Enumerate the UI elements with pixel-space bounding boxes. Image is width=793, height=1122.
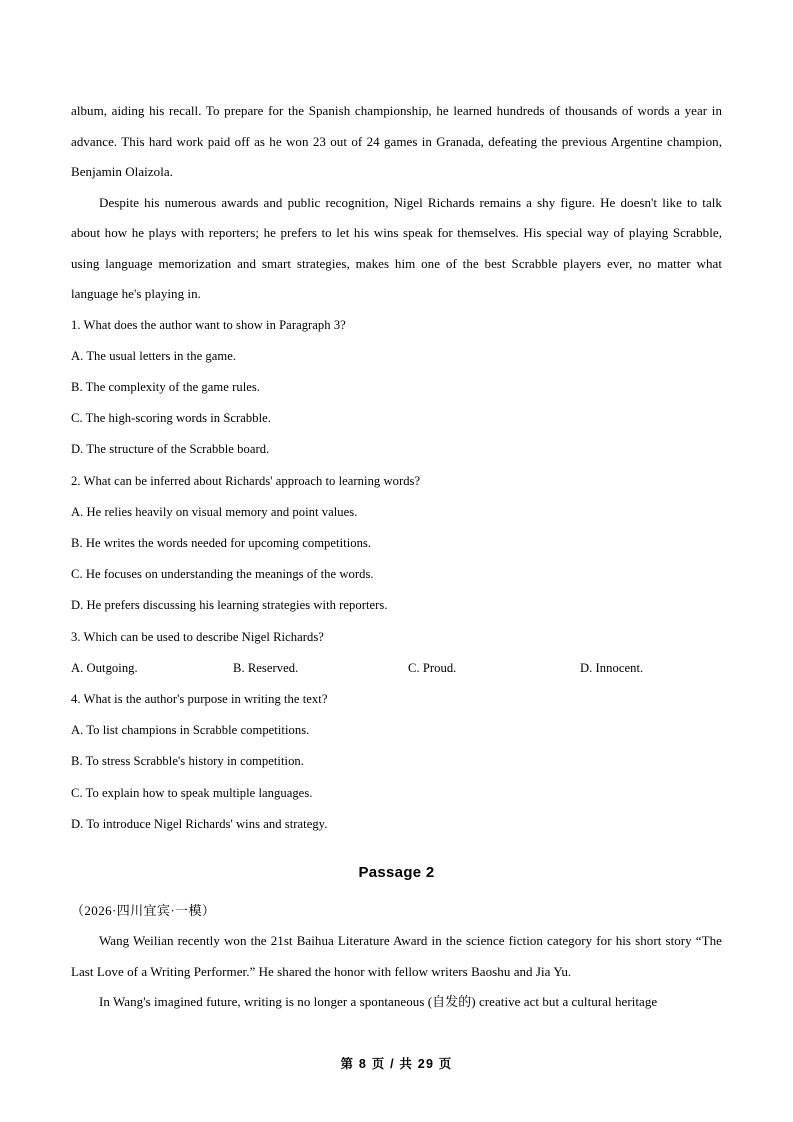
paragraph-continuation: album, aiding his recall. To prepare for the Spanish championship, he learned hundreds of thousands of words a year in advance. This hard work paid off as he won 23 out of 24 games in Granada, defeating the previous Argentine champion, Benjamin Olaizola. xyxy=(71,103,722,179)
question-1-option-c[interactable]: C. The high-scoring words in Scrabble. xyxy=(71,411,271,426)
question-3-option-b[interactable]: B. Reserved. xyxy=(233,660,299,675)
passage-2-paragraph-2: In Wang's imagined future, writing is no longer a spontaneous (自发的) creative act but a cultural heritage xyxy=(99,994,658,1010)
question-3-option-d[interactable]: D. Innocent. xyxy=(580,660,644,675)
passage-2-paragraph-1: Wang Weilian recently won the 21st Baihua Literature Award in the science fiction category for his short story “The Last Love of a Writing Performer.” He shared the honor with fellow writers Baoshu and Jia Yu. xyxy=(71,933,722,979)
question-2-option-b[interactable]: B. He writes the words needed for upcoming competitions. xyxy=(71,535,372,550)
page-footer: 第 8 页 / 共 29 页 xyxy=(340,1057,453,1071)
article-body xyxy=(71,96,722,1018)
question-2-stem: 2. What can be inferred about Richards' approach to learning words? xyxy=(71,473,421,488)
question-2-option-a[interactable]: A. He relies heavily on visual memory and point values. xyxy=(71,504,358,519)
question-2-option-c[interactable]: C. He focuses on understanding the meanings of the words. xyxy=(71,567,374,582)
question-1-option-a[interactable]: A. The usual letters in the game. xyxy=(71,348,237,363)
question-2-option-d[interactable]: D. He prefers discussing his learning strategies with reporters. xyxy=(71,598,388,613)
question-3-option-a[interactable]: A. Outgoing. xyxy=(71,660,138,675)
question-3-option-c[interactable]: C. Proud. xyxy=(408,660,457,675)
question-1-stem: 1. What does the author want to show in Paragraph 3? xyxy=(71,317,346,332)
question-1-option-b[interactable]: B. The complexity of the game rules. xyxy=(71,379,261,394)
question-4-option-d[interactable]: D. To introduce Nigel Richards' wins and strategy. xyxy=(71,816,328,831)
question-4-option-a[interactable]: A. To list champions in Scrabble competitions. xyxy=(71,723,310,738)
question-1-option-d[interactable]: D. The structure of the Scrabble board. xyxy=(71,442,270,457)
question-3-stem: 3. Which can be used to describe Nigel Richards? xyxy=(71,629,324,644)
question-3-options-row xyxy=(71,653,722,684)
question-4-option-b[interactable]: B. To stress Scrabble's history in competition. xyxy=(71,754,304,769)
question-4-option-c[interactable]: C. To explain how to speak multiple languages. xyxy=(71,785,313,800)
paragraph-2: Despite his numerous awards and public recognition, Nigel Richards remains a shy figure. He doesn't like to talk about how he plays with reporters; he prefers to let his wins speak for themselves. His special way of playing Scrabble, using language memorization and smart strategies, makes him one of the best Scrabble players ever, no matter what language he's playing in. xyxy=(71,194,722,301)
question-4-stem: 4. What is the author's purpose in writing the text? xyxy=(71,691,328,706)
passage-2-title: Passage 2 xyxy=(358,863,435,881)
passage-2-source: （2026·四川宜宾·一模） xyxy=(71,903,216,919)
